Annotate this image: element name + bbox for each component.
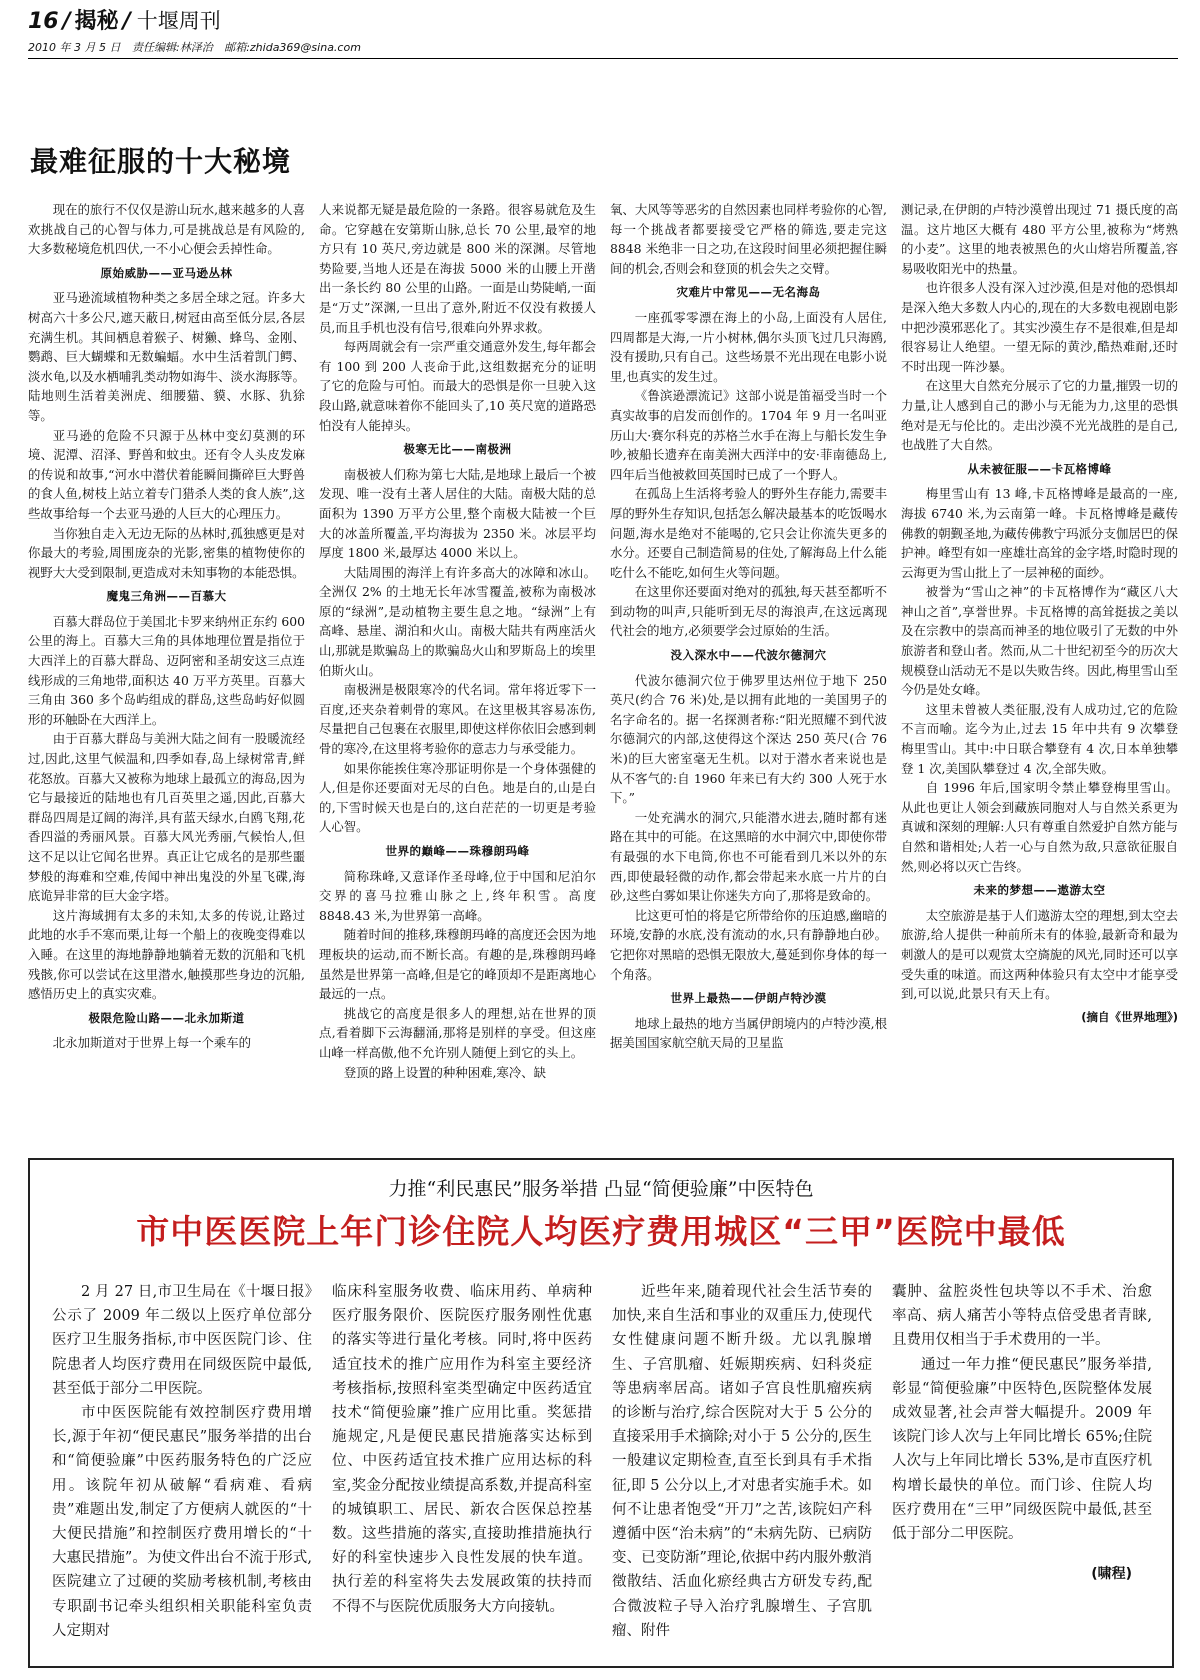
paragraph: 比这更可怕的将是它所带给你的压迫感,幽暗的环境,安静的水底,没有流动的水,只有静静地白砂。它把你对黑暗的恐惧无限放大,蔓延到你身体的每一个角落。: [610, 907, 887, 982]
section-heading: 极限危险山路——北永加斯道: [88, 1010, 245, 1025]
paragraph: 大陆周围的海洋上有许多高大的冰障和冰山。全洲仅 2% 的土地无长年冰雪覆盖,被称为南极冰原的“绿洲”,是动植物主要生息之地。“绿洲”上有高峰、悬崖、湖泊和火山。南极大陆共有两座活火山,那就是欺骗岛上的欺骗岛火山和罗斯岛上的埃里伯斯火山。: [319, 564, 596, 678]
paragraph: 一座孤零零漂在海上的小岛,上面没有人居住,四周都是大海,一片小树林,偶尔头顶飞过几只海鸥,没有援助,只有自己。这些场景不光出现在电影小说里,也真实的发生过。: [610, 309, 887, 384]
news-kicker: 力推“利民惠民”服务举措 凸显“简便验廉”中医特色: [388, 1178, 814, 1200]
paragraph: 南极洲是极限寒冷的代名词。常年将近零下一百度,还夹杂着刺骨的寒风。在这里极其容易冻伤,尽量把自己包裹在衣服里,即使这样你依旧会感到刺骨的寒冷,在这里将考验你的意志力与承受能力。: [319, 682, 596, 757]
article-column: [610, 200, 887, 1150]
paragraph: 通过一年力推“便民惠民”服务举措,彰显“简便验廉”中医特色,医院整体发展成效显著,社会声誉大幅提升。2009 年该院门诊人次与上年同比增长 65%;住院人次与上年同比增长 53%,是市直医疗机构增长最快的单位。而门诊、住院人均医疗费用在“三甲”同级医院中最低,甚至低于部分二甲医院。: [892, 1356, 1152, 1543]
paragraph: 登顶的路上设置的种种困难,寒冷、缺: [343, 1064, 546, 1080]
author: (啸程): [1091, 1566, 1132, 1583]
section-heading: 未来的梦想——遨游太空: [973, 883, 1106, 898]
paragraph: 百慕大群岛位于美国北卡罗来纳州正东约 600 公里的海上。百慕大三角的具体地理位置是指位于大西洋上的百慕大群岛、迈阿密和圣胡安这三点连线形成的三角地带,面积达 40 万平方英里。百慕大三角由 360 多个岛屿组成的群岛,这些岛屿好似圆形的环触卧在大西洋上。: [28, 613, 305, 727]
paragraph: 梅里雪山有 13 峰,卡瓦格博峰是最高的一座,海拔 6740 米,为云南第一峰。卡瓦格博峰是藏传佛教的朝觐圣地,为藏传佛教宁玛派分支伽居巴的保护神。峰型有如一座雄壮高耸的金字塔,时隐时现的云海更为雪山批上了一层神秘的面纱。: [901, 486, 1178, 580]
paragraph: 每两周就会有一宗严重交通意外发生,每年都会有 100 到 200 人丧命于此,这组数据充分的证明了它的危险与可怕。而最大的恐惧是你一旦驶入这段山路,就意味着你不能回头了,10 英尺宽的道路恐怕没有人能掉头。: [319, 339, 596, 433]
news-body: [52, 1280, 1152, 1660]
paragraph: 自 1996 年后,国家明令禁止攀登梅里雪山。从此也更让人领会到藏族同胞对人与自然关系更为真诚和深刻的理解:人只有尊重自然爱护自然方能与自然和谐相处;人若一心与自然为敌,只意欲征服自然,则必将以灭亡告终。: [901, 780, 1178, 874]
paragraph: 近些年来,随着现代社会生活节奏的加快,来自生活和事业的双重压力,使现代女性健康问题不断升级。尤以乳腺增生、子宫肌瘤、妊娠期疾病、妇科炎症等患病率居高。诸如子宫良性肌瘤疾病的诊断与治疗,综合医院对大于 5 公分的直接采用手术摘除;对小于 5 公分的,医生一般建议定期检查,直至长到具有手术指征,即 5 公分以上,才对患者实施手术。如何不让患者饱受“开刀”之苦,该院妇产科遵循中医“治未病”的“未病先防、已病防变、已变防渐”理论,依据中药内服外敷消徵散结、活血化瘀经典古方研发专药,配合微波粒子导入治疗乳腺增生、子宫肌瘤、附件: [612, 1284, 872, 1639]
section-heading: 灾难片中常见——无名海岛: [676, 285, 821, 300]
paragraph: 现在的旅行不仅仅是游山玩水,越来越多的人喜欢挑战自己的心智与体力,可是挑战总是有风险的,大多数秘境危机四伏,一不小心便会丢掉性命。: [28, 202, 305, 257]
paragraph: 一处充满水的洞穴,只能潜水进去,随时都有迷路在其中的可能。在这黑暗的水中洞穴中,即使你带有最强的水下电筒,你也不可能看到几米以外的东西,即使最轻微的动作,都会带起来水底一片片的白砂,这些白雾如果让你迷失方向了,那将是致命的。: [610, 809, 887, 904]
news-column: [52, 1280, 312, 1660]
article-column: [28, 200, 305, 1150]
article-column: [319, 200, 596, 1150]
page-number: 16: [28, 9, 59, 34]
paragraph: 在这里你还要面对绝对的孤独,每天甚至都听不到动物的叫声,只能听到无尽的海浪声,在这远离现代社会的地方,必须要学会过原始的生活。: [610, 584, 887, 639]
paragraph: 在孤岛上生活将考验人的野外生存能力,需要丰厚的野外生存知识,包括怎么解决最基本的吃饭喝水问题,海水是绝对不能喝的,它只会让你流失更多的水分。还要自己制造简易的住处,了解海岛上什么能吃什么不能吃,如何生火等问题。: [610, 486, 887, 580]
section-heading: 世界的巅峰——珠穆朗玛峰: [385, 844, 530, 858]
paragraph: 亚马逊的危险不只源于丛林中变幻莫测的环境、泥潭、沼泽、野兽和蚊虫。还有令人头皮发麻的传说和故事,“河水中潜伏着能瞬间撕碎巨大野兽的食人鱼,树枝上站立着专门猎杀人类的食人族”,这些故事给每一个去亚马逊的人巨大的心理压力。: [28, 427, 305, 521]
paragraph: 也许很多人没有深入过沙漠,但是对他的恐惧却是深入绝大多数人内心的,现在的大多数电视剧电影中把沙漠邪恶化了。其实沙漠生存不是很难,但是却很容易让人绝望。一望无际的黄沙,酷热难耐,还时不时出现一阵沙暴。: [901, 280, 1178, 374]
section-heading: 没入深水中——代波尔德洞穴: [670, 648, 827, 663]
paragraph: 挑战它的高度是很多人的理想,站在世界的顶点,看着脚下云海翻涌,那将是别样的享受。但这座山峰一样高傲,他不允许别人随便上到它的头上。: [319, 1005, 596, 1060]
news-headline: 市中医医院上年门诊住院人均医疗费用城区“三甲”医院中最低: [136, 1212, 1066, 1251]
source-credit: (摘自《世界地理》): [1081, 1009, 1178, 1024]
article-column: [901, 200, 1178, 1150]
news-column: [892, 1280, 1152, 1660]
paragraph: 太空旅游是基于人们遨游太空的理想,到太空去旅游,给人提供一种前所未有的体验,最新奇和最为刺激人的是可以观赏太空旖旎的风光,同时还可以享受失重的味道。而这两种体验只有太空中才能享受到,可以说,此景只有天上有。: [901, 907, 1178, 1002]
paragraph: 简称珠峰,又意译作圣母峰,位于中国和尼泊尔交界的喜马拉雅山脉之上,终年积雪。高度 8848.43 米,为世界第一高峰。: [319, 868, 596, 923]
hospital-news-box: [28, 1158, 1174, 1668]
paragraph: 亚马逊流域植物种类之多居全球之冠。许多大树高六十多公尺,遮天蔽日,树冠由高至低分层,各层充满生机。其间栖息着猴子、树獭、蜂鸟、金刚、鹦鹉、巨大蝴蝶和无数蝙蝠。水中生活着凯门鳄、淡水龟,以及水栖哺乳类动物如海牛、淡水海豚等。陆地则生活着美洲虎、细腰猫、貘、水豚、犰狳等。: [28, 290, 305, 423]
header-rule: [28, 58, 1178, 59]
paragraph: 临床科室服务收费、临床用药、单病种医疗服务限价、医院医疗服务刚性优惠的落实等进行量化考核。同时,将中医药适宜技术的推广应用作为科室主要经济考核指标,按照科室类型确定中医药适宜技术“简便验廉”推广应用比重。奖惩措施规定,凡是便民惠民措施落实达标到位、中医药适宜技术推广应用达标的科室,奖金分配按业绩提高系数,并提高科室的城镇职工、居民、新农合医保总控基数。这些措施的落实,直接助推措施执行好的科室快速步入良性发展的快车道。执行差的科室将失去发展政策的扶持而不得不与医院优质服务大方向接轨。: [332, 1284, 592, 1615]
section-heading: 极寒无比——南极洲: [403, 442, 512, 457]
paragraph: 这里未曾被人类征服,没有人成功过,它的危险不言而喻。迄今为止,过去 15 年中共有 9 次攀登梅里雪山。其中:中日联合攀登有 4 次,日本单独攀登 1 次,美国队攀登过 4 次,全部失败。: [901, 701, 1178, 776]
section-heading: 世界上最热——伊朗卢特沙漠: [670, 991, 827, 1006]
paragraph: 囊肿、盆腔炎性包块等以不手术、治愈率高、病人痛苦小等特点倍受患者青睐,且费用仅相当于手术费用的一半。: [892, 1284, 1152, 1349]
paper-name: 十堰周刊: [136, 9, 221, 33]
paragraph: 测记录,在伊朗的卢特沙漠曾出现过 71 摄氏度的高温。这片地区大概有 480 平方公里,被称为“烤熟的小麦”。这里的地表被黑色的火山熔岩所覆盖,容易吸收阳光中的热量。: [901, 202, 1178, 276]
paragraph: 地球上最热的地方当属伊朗境内的卢特沙漠,根据美国国家航空航天局的卫星监: [610, 1015, 887, 1051]
article-title: 最难征服的十大秘境: [30, 145, 292, 178]
paragraph: 《鲁滨逊漂流记》这部小说是笛福受当时一个真实故事的启发而创作的。1704 年 9 月一名叫亚历山大·赛尔科克的苏格兰水手在海上与船长发生争吵,被船长遗弃在南美洲大西洋中的安·菲南德岛上,四年后当他被救回英国时已成了一个野人。: [610, 388, 887, 482]
section-heading: 从未被征服——卡瓦格博峰: [967, 461, 1112, 476]
editor: 责任编辑:林泽治: [131, 41, 213, 54]
paragraph: 由于百慕大群岛与美洲大陆之间有一股暖流经过,因此,这里气候温和,四季如春,岛上绿树常青,鲜花怒放。百慕大又被称为地球上最孤立的海岛,因为它与最接近的陆地也有几百英里之遥,因此,百慕大群岛四周是辽阔的海洋,具有蓝天绿水,白鸥飞翔,花香四溢的秀丽风景。百慕大风光秀丽,气候怡人,但这不足以让它闻名世界。真正让它成名的是那些噩梦般的海难和空难,传闻中神出鬼没的外星飞碟,海底诡异非常的巨大金字塔。: [28, 731, 305, 904]
masthead: [28, 4, 1178, 55]
paragraph: 这片海域拥有太多的未知,太多的传说,让路过此地的水手不寒而栗,让每一个船上的夜晚变得难以入睡。在这里的海地静静地躺着无数的沉船和飞机残骸,你可以尝试在这里潜水,触摸那些身边的沉船,感悟历史上的真实灾难。: [28, 907, 305, 1002]
email: 邮箱:zhida369@sina.com: [224, 41, 361, 54]
paragraph: 随着时间的推移,珠穆朗玛峰的高度还会因为地理板块的运动,而不断长高。有趣的是,珠穆朗玛峰虽然是世界第一高峰,但是它的峰顶却不是距离地心最远的一点。: [319, 927, 596, 1002]
paragraph: 市中医医院能有效控制医疗费用增长,源于年初“便民惠民”服务举措的出台和“简便验廉”中医药服务特色的广泛应用。该院年初从破解“看病难、看病贵”难题出发,制定了方便病人就医的“十大便民措施”和控制医疗费用增长的“十大惠民措施”。为使文件出台不流于形式,医院建立了过硬的奖励考核机制,考核由专职副书记牵头组织相关职能科室负责人定期对: [52, 1405, 312, 1639]
paragraph: 北永加斯道对于世界上每一个乘车的: [52, 1035, 252, 1051]
paragraph: 被誉为“雪山之神”的卡瓦格博作为“藏区八大神山之首”,享誉世界。卡瓦格博的高耸挺拔之美以及在宗教中的崇高而神圣的地位吸引了无数的中外旅游者和登山者。然而,从二十世纪初至今的历次大规模登山活动无不是以失败告终。因此,梅里雪山至今仍是处女峰。: [901, 584, 1178, 698]
article-body: [28, 200, 1178, 1150]
section-heading: 魔鬼三角洲——百慕大: [106, 589, 227, 604]
news-column: [612, 1280, 872, 1660]
paragraph: 当你独自走入无边无际的丛林时,孤独感更是对你最大的考验,周围庞杂的光影,密集的植物使你的视野大大受到限制,更造成对未知事物的本能恐惧。: [28, 525, 305, 580]
paragraph: 在这里大自然充分展示了它的力量,摧毁一切的力量,让人感到自己的渺小与无能为力,这里的恐惧绝对是无与伦比的。走出沙漠不光光战胜的是自己,也战胜了大自然。: [901, 378, 1178, 453]
section-name: 揭秘: [74, 9, 119, 34]
paragraph: 南极被人们称为第七大陆,是地球上最后一个被发现、唯一没有土著人居住的大陆。南极大陆的总面积为 1390 万平方公里,整个南极大陆被一个巨大的冰盖所覆盖,平均海拔为 2350 米。冰层平均厚度 1800 米,最厚达 4000 米以上。: [319, 466, 596, 561]
paragraph: 氧、大风等等恶劣的自然因素也同样考验你的心智,每一个挑战者都要接受它严格的筛选,要走完这 8848 米绝非一日之功,在这段时间里必须把握住瞬间的机会,否则会和登顶的机会失之交臂。: [610, 202, 887, 276]
paragraph: 代波尔德洞穴位于佛罗里达州位于地下 250 英尺(约合 76 米)处,是以拥有此地的一美国男子的名字命名的。据一名探测者称:“阳光照耀不到代波尔德洞穴的内部,这使得这个深达 250 英尺(合 76 米)的巨大密室毫无生机。以对于潜水者来说也是从不客气的:自 1960 年来已有大约 300 人死于水下。”: [610, 672, 887, 806]
masthead-separator: /: [62, 9, 71, 34]
byline: [28, 39, 1178, 55]
masthead-separator-2: /: [122, 9, 131, 34]
paragraph: 如果你能挨住寒冷那证明你是一个身体强健的人,但是你还要面对无尽的白色。地是白的,山是白的,下雪时候天也是白的,这白茫茫的一切更是考验人心智。: [319, 760, 596, 835]
issue-date: 2010 年 3 月 5 日: [28, 41, 121, 54]
paragraph: 2 月 27 日,市卫生局在《十堰日报》公示了 2009 年二级以上医疗单位部分医疗卫生服务指标,市中医医院门诊、住院患者人均医疗费用在同级医院中最低,甚至低于部分二甲医院。: [52, 1284, 312, 1397]
section-heading: 原始威胁——亚马逊丛林: [100, 265, 233, 280]
news-column: [332, 1280, 592, 1660]
paragraph: 人来说都无疑是最危险的一条路。很容易就危及生命。它穿越在安第斯山脉,总长 70 公里,最窄的地方只有 10 英尺,旁边就是 800 米的深渊。尽管地势险要,当地人还是在海拔 5000 米的山腰上开凿出一条长约 80 公里的山路。一面是山势陡峭,一面是“万丈”深渊,一旦出了意外,附近不仅没有救援人员,而且手机也没有信号,很难向外界求救。: [319, 202, 596, 335]
